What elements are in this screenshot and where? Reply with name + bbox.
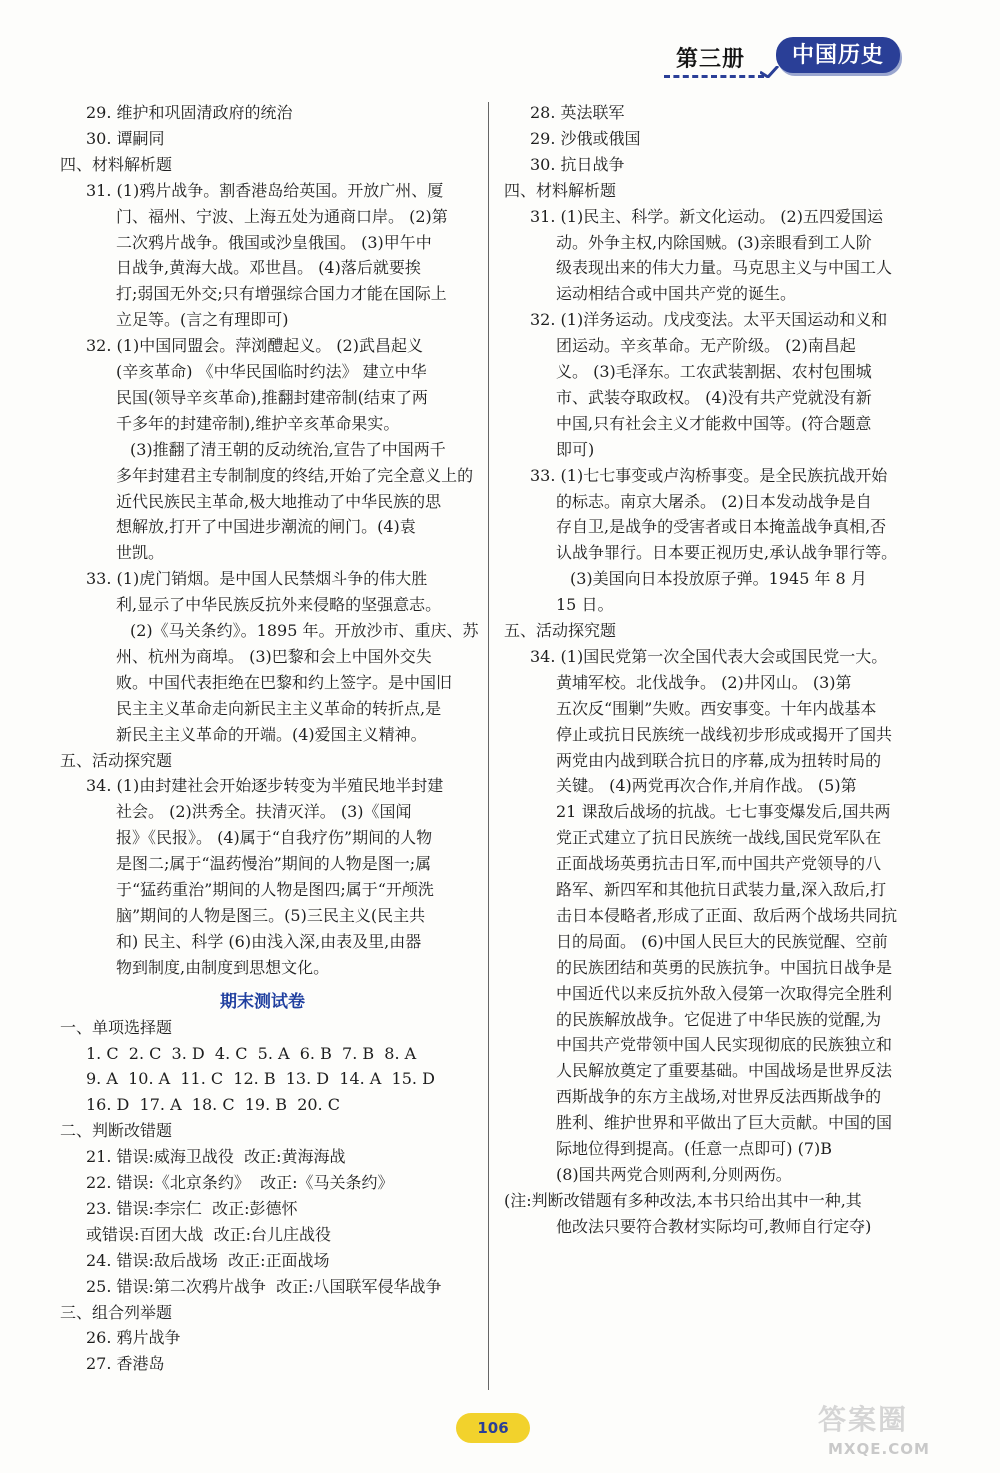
- answer-line: 党正式建立了抗日民族统一战线,国民党军队在: [556, 828, 882, 848]
- answer-line: 中国近代以来反抗外敌入侵第一次取得完全胜利: [556, 983, 893, 1003]
- section-heading: 二、判断改错题: [60, 1121, 173, 1141]
- answer-line: 多年封建君主专制制度的终结,开始了完全意义上的: [116, 465, 474, 485]
- answer-line: 义。 (3)毛泽东。工农武装割据、农村包围城: [556, 362, 872, 381]
- answer-line: 两党由内战到联合抗日的序幕,成为扭转时局的: [556, 750, 882, 770]
- answer-line: 是图二;属于“温药慢治”期间的人物是图一;属: [116, 854, 432, 874]
- section-heading: 一、单项选择题: [60, 1017, 173, 1037]
- answer-line: 31. (1)民主、科学。新文化运动。 (2)五四爱国运: [530, 206, 883, 226]
- answer-line: 世凯。: [116, 543, 165, 563]
- answer-line: 15 日。: [556, 595, 614, 615]
- answer-line: 民主主义革命走向新民主主义革命的转折点,是: [116, 698, 442, 718]
- subject-label: 中国历史: [791, 42, 884, 68]
- answer-line: 27. 香港岛: [86, 1354, 165, 1374]
- answer-line: 败。中国代表拒绝在巴黎和约上签字。是中国旧: [116, 672, 453, 692]
- answer-line: 市、武装夺取政权。 (4)没有共产党就没有新: [556, 387, 872, 407]
- answer-line: 的民族团结和英勇的民族抗争。中国抗日战争是: [556, 957, 893, 977]
- answer-line: 打;弱国无外交;只有增强综合国力才能在国际上: [116, 284, 447, 304]
- answer-line: 关键。 (4)两党再次合作,并肩作战。 (5)第: [556, 776, 857, 796]
- answer-line: 运动相结合或中国共产党的诞生。: [556, 284, 797, 304]
- section-heading: 五、活动探究题: [60, 750, 173, 770]
- answer-line: 际地位得到提高。(任意一点即可) (7)B: [556, 1139, 832, 1158]
- section-heading: 五、活动探究题: [504, 621, 617, 640]
- answer-line: 近代民族民主革命,极大地推动了中华民族的思: [116, 491, 442, 511]
- answer-line: 日的局面。 (6)中国人民巨大的民族觉醒、空前: [556, 931, 888, 951]
- answer-line: 中国共产党带领中国人民实现彻底的民族独立和: [556, 1035, 893, 1055]
- answer-line: (辛亥革命) 《中华民国临时约法》 建立中华: [116, 362, 427, 381]
- answer-line: 门、福州、宁波、上海五处为通商口岸。 (2)第: [116, 206, 448, 226]
- answer-line: 34. (1)由封建社会开始逐步转变为半殖民地半封建: [86, 776, 444, 796]
- exam-title: 期末测试卷: [220, 991, 305, 1012]
- answer-line: 33. (1)七七事变或卢沟桥事变。是全民族抗战开始: [530, 465, 888, 485]
- answer-line: 31. (1)鸦片战争。割香港岛给英国。开放广州、厦: [86, 180, 444, 200]
- answer-line: 21 课敌后战场的抗战。七七事变爆发后,国共两: [556, 802, 891, 822]
- answer-line: 千多年的封建帝制),维护辛亥革命果实。: [116, 413, 400, 433]
- answer-line: 五次反“围剿”失败。西安事变。十年内战基本: [556, 698, 877, 718]
- answer-line: 脑”期间的人物是图三。(5)三民主义(民主共: [116, 905, 426, 925]
- answer-line: 23. 错误:李宗仁 改正:彭德怀: [86, 1198, 298, 1218]
- answer-line: 报》《民报》。 (4)属于“自我疗伤”期间的人物: [116, 828, 433, 848]
- answer-line: 人民解放奠定了重要基础。中国战场是世界反法: [556, 1061, 893, 1081]
- answer-line: 想解放,打开了中国进步潮流的闸门。(4)袁: [116, 517, 416, 537]
- answer-line: 存自卫,是战争的受害者或日本掩盖战争真相,否: [556, 517, 887, 537]
- answer-line: 立足等。(言之有理即可): [116, 310, 289, 330]
- answer-line: 24. 错误:敌后战场 改正:正面战场: [86, 1250, 330, 1270]
- header-dash-rule: [664, 75, 764, 78]
- answer-line: 他改法只要符合教材实际均可,教师自行定夺): [556, 1216, 872, 1236]
- section-heading: 三、组合列举题: [60, 1302, 173, 1322]
- answer-line: 28. 英法联军: [530, 103, 625, 122]
- answer-line: (2)《马关条约》。1895 年。开放沙市、重庆、苏: [130, 621, 479, 640]
- answer-line: 黄埔军校。北伐战争。 (2)井冈山。 (3)第: [556, 672, 852, 692]
- answer-line: 34. (1)国民党第一次全国代表大会或国民党一大。: [530, 646, 888, 666]
- answer-line: 西斯战争的东方主战场,对世界反法西斯战争的: [556, 1087, 882, 1107]
- watermark-site: MXQE.COM: [828, 1440, 930, 1458]
- answer-line: 胜利、维护世界和平做出了巨大贡献。中国的国: [556, 1113, 893, 1133]
- answer-line: 动。外争主权,内除国贼。(3)亲眼看到工人阶: [556, 232, 872, 252]
- answer-line: 和) 民主、科学 (6)由浅入深,由表及里,由器: [116, 931, 422, 951]
- answer-line: 二次鸦片战争。俄国或沙皇俄国。 (3)甲午中: [116, 232, 432, 252]
- answer-line: 26. 鸦片战争: [86, 1328, 181, 1348]
- answer-line: 州、杭州为商埠。 (3)巴黎和会上中国外交失: [116, 646, 432, 666]
- answer-line: 于“猛药重治”期间的人物是图四;属于“开颅洗: [116, 880, 434, 899]
- answer-line: 级表现出来的伟大力量。马克思主义与中国工人: [556, 258, 893, 278]
- answer-line: (3)美国向日本投放原子弹。1945 年 8 月: [570, 569, 867, 589]
- answer-line: 或错误:百团大战 改正:台儿庄战役: [86, 1224, 331, 1244]
- page-number: 106: [456, 1413, 530, 1443]
- answer-line: 日战争,黄海大战。邓世昌。 (4)落后就要挨: [116, 258, 421, 278]
- answer-line: 认战争罪行。日本要正视历史,承认战争罪行等。: [556, 543, 898, 563]
- answer-line: 30. 抗日战争: [530, 154, 625, 174]
- answer-line: 团运动。辛亥革命。无产阶级。 (2)南昌起: [556, 336, 856, 356]
- answer-line: 中国,只有社会主义才能救中国等。(符合题意: [556, 413, 872, 433]
- page-header: [0, 0, 1000, 90]
- answer-line: 21. 错误:威海卫战役 改正:黄海海战: [86, 1147, 346, 1167]
- answer-line: 30. 谭嗣同: [86, 128, 165, 148]
- section-heading: (注:判断改错题有多种改法,本书只给出其中一种,其: [504, 1190, 862, 1210]
- answer-line: (3)推翻了清王朝的反动统治,宣告了中国两千: [130, 439, 446, 459]
- answer-line: 32. (1)中国同盟会。萍浏醴起义。 (2)武昌起义: [86, 336, 423, 356]
- answer-line: 新民主主义革命的开端。(4)爱国主义精神。: [116, 724, 427, 744]
- answer-line: 利,显示了中华民族反抗外来侵略的坚强意志。: [116, 595, 442, 615]
- section-heading: 四、材料解析题: [504, 180, 617, 200]
- answer-line: 16. D 17. A 18. C 19. B 20. C: [86, 1095, 340, 1115]
- answer-line: 9. A 10. A 11. C 12. B 13. D 14. A 15. D: [86, 1069, 435, 1089]
- answer-line: 29. 沙俄或俄国: [530, 128, 641, 148]
- watermark-logo: [806, 1398, 986, 1462]
- answer-line: 物到制度,由制度到思想文化。: [116, 957, 330, 977]
- answer-line: 的标志。南京大屠杀。 (2)日本发动战争是自: [556, 491, 872, 511]
- column-divider: [488, 102, 489, 1390]
- answer-line: 22. 错误:《北京条约》 改正:《马关条约》: [86, 1173, 394, 1192]
- answer-line: 民国(领导辛亥革命),推翻封建帝制(结束了两: [116, 387, 428, 407]
- answer-line: 正面战场英勇抗击日军,而中国共产党领导的八: [556, 854, 882, 874]
- answer-line: 击日本侵略者,形成了正面、敌后两个战场共同抗: [556, 905, 898, 925]
- answer-line: 停止或抗日民族统一战线初步形成或揭开了国共: [556, 724, 893, 744]
- answer-line: 1. C 2. C 3. D 4. C 5. A 6. B 7. B 8. A: [86, 1043, 417, 1063]
- answer-line: 25. 错误:第二次鸦片战争 改正:八国联军侵华战争: [86, 1276, 442, 1296]
- answer-line: 33. (1)虎门销烟。是中国人民禁烟斗争的伟大胜: [86, 569, 428, 589]
- answer-line: 的民族解放战争。它促进了中华民族的觉醒,为: [556, 1009, 882, 1029]
- section-heading: 四、材料解析题: [60, 154, 173, 174]
- answer-line: 社会。 (2)洪秀全。扶清灭洋。 (3)《国闻: [116, 802, 412, 822]
- answer-line: 路军、新四军和其他抗日武装力量,深入敌后,打: [556, 880, 887, 899]
- answer-line: 32. (1)洋务运动。戊戌变法。太平天国运动和义和: [530, 310, 888, 330]
- answer-line: 29. 维护和巩固清政府的统治: [86, 103, 293, 122]
- answer-line: 即可): [556, 439, 595, 459]
- volume-label: 第三册: [676, 46, 746, 72]
- answer-line: (8)国共两党合则两利,分则两伤。: [556, 1164, 792, 1184]
- watermark-text: 答案圈: [818, 1403, 909, 1436]
- subject-badge: [776, 37, 900, 73]
